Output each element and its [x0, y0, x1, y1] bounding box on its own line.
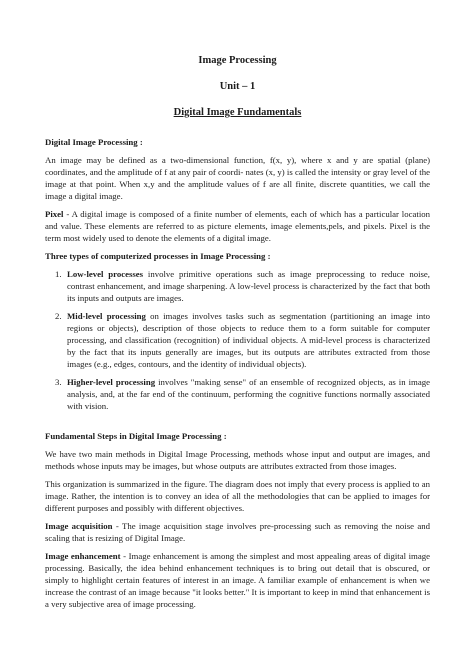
enhancement-paragraph — [45, 550, 430, 610]
image-definition-paragraph: An image may be defined as a two-dimensional function, f(x, y), where x and y are spatial (plane) coordinates, and the amplitude of f at any pair of coordi- nates (x, y) is called the intensity or gray level of the image at that point. When x,y and the amplitude values of f are all finite, discrete quantities, we call the image a digital image. — [45, 155, 430, 201]
chapter-title: Digital Image Fundamentals — [173, 107, 302, 118]
enhancement-term: Image enhancement — [45, 551, 121, 561]
enhancement-text: - Image enhancement is among the simplest and most appealing areas of digital image processing. Basically, the idea behind enhancement techniques is to bring out detail that is obscured, or simply to highlight certain features of interest in an image. A familiar example of enhancement is when we increase the contrast of an image because "it looks better." It is important to keep in mind that enhancement is a very subjective area of image processing. — [45, 551, 431, 609]
list-item-text: involves "making sense" of an ensemble of recognized objects, as in image analysis, and, at the far end of the continuum, performing the cognitive functions normally associated with vision. — [67, 377, 430, 411]
process-list — [45, 268, 430, 412]
list-item: 2. Mid-level processing on images involves tasks such as segmentation (partitioning an image into regions or objects), description of those objects to reduce them to a form suitable for computer processing, and classification (recognition) of individual objects. A mid-level process is characterized by the fact that its inputs generally are images, but its outputs are attributes extracted from those images (e.g., edges, contours, and the identity of individual objects). — [55, 311, 430, 369]
section-heading-dip: Digital Image Processing : — [45, 137, 143, 147]
acquisition-paragraph — [45, 520, 430, 544]
unit-label: Unit – 1 — [219, 81, 256, 92]
section-heading-processes: Three types of computerized processes in Image Processing : — [45, 251, 271, 261]
list-item-term: Higher-level processing — [67, 377, 156, 387]
pixel-text: - A digital image is composed of a finite number of elements, each of which has a particular location and value. These elements are referred to as picture elements, image elements,pels, and pixels. Pixel is the term most widely used to denote the elements of a digital image. — [45, 209, 430, 243]
acquisition-text: - The image acquisition stage involves pre-processing such as removing the noise and scaling that is resizing of Digital Image. — [45, 521, 430, 543]
list-item-term: Low-level processes — [67, 269, 144, 279]
list-item-term: Mid-level processing — [67, 311, 146, 321]
section-heading-steps: Fundamental Steps in Digital Image Processing : — [45, 431, 227, 441]
pixel-term: Pixel — [45, 209, 64, 219]
acquisition-term: Image acquisition — [45, 521, 113, 531]
list-item: 3. Higher-level processing involves "making sense" of an ensemble of recognized objects, as in image analysis, and, at the far end of the continuum, performing the cognitive functions normally associated with vision. — [55, 377, 430, 411]
list-item-text: on images involves tasks such as segmentation (partitioning an image into regions or objects), description of those objects to reduce them to a form suitable for computer processing, and classification (recognition) of individual objects. A mid-level process is characterized by the fact that its inputs generally are images, but its outputs are attributes extracted from those images (e.g., edges, contours, and the identity of individual objects). — [67, 311, 430, 369]
organization-paragraph: This organization is summarized in the figure. The diagram does not imply that every process is applied to an image. Rather, the intention is to convey an idea of all the methodologies that can be applied to images for different purposes and possibly with different objectives. — [45, 479, 430, 513]
list-item-text: involve primitive operations such as image preprocessing to reduce noise, contrast enhancement, and image sharpening. A low-level process is characterized by the fact that both its inputs and outputs are images. — [67, 269, 430, 303]
document-title: Image Processing — [198, 55, 277, 66]
pixel-paragraph — [45, 208, 430, 244]
methods-paragraph: We have two main methods in Digital Image Processing, methods whose input and output are images, and methods whose inputs may be images, but whose outputs are attributes extracted from those images. — [45, 449, 430, 471]
list-item: 1. Low-level processes involve primitive operations such as image preprocessing to reduce noise, contrast enhancement, and image sharpening. A low-level process is characterized by the fact that both its inputs and outputs are images. — [55, 269, 430, 303]
